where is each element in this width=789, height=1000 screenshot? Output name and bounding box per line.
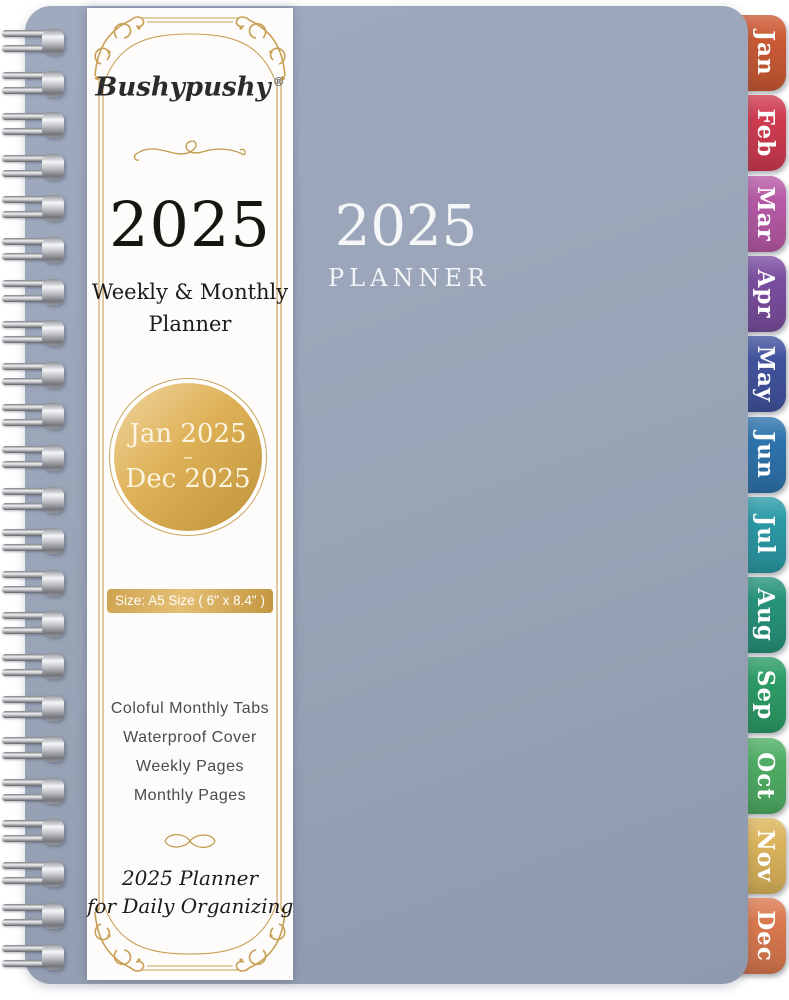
wire-loop xyxy=(2,696,64,720)
wire-loop xyxy=(2,196,64,220)
panel-year: 2025 xyxy=(109,188,271,261)
tab-label: Apr xyxy=(752,269,779,319)
feature-item: Coloful Monthly Tabs xyxy=(110,700,270,717)
wire-loop xyxy=(2,238,64,262)
footer-line2: for Daily Organizing xyxy=(87,894,294,918)
cover-year: 2025 xyxy=(334,194,478,259)
spiral-binding xyxy=(0,0,80,1000)
planner-cover xyxy=(25,6,748,984)
wire-loop xyxy=(2,612,64,636)
size-badge: Size: A5 Size ( 6" x 8.4" ) xyxy=(107,589,273,613)
wire-loop xyxy=(2,446,64,470)
date-start: Jan 2025 xyxy=(129,419,247,449)
wire-loop xyxy=(2,72,64,96)
tab-label: Dec xyxy=(752,910,779,963)
tab-label: Aug xyxy=(752,588,779,642)
wire-loop xyxy=(2,488,64,512)
flourish-infinity-icon xyxy=(155,830,225,852)
tab-label: May xyxy=(752,345,779,403)
wire-loop xyxy=(2,820,64,844)
gold-disc xyxy=(114,383,262,531)
wire-loop xyxy=(2,30,64,54)
tab-label: Jul xyxy=(752,515,779,555)
features-list xyxy=(87,694,293,810)
wire-loop xyxy=(2,779,64,803)
cover-title: PLANNER xyxy=(328,264,491,292)
wire-loop xyxy=(2,363,64,387)
tab-label: Oct xyxy=(752,751,779,800)
tab-label: Jan xyxy=(752,30,779,76)
wire-loop xyxy=(2,529,64,553)
subtitle-line1: Weekly & Monthly xyxy=(91,280,289,304)
wire-loop xyxy=(2,945,64,969)
wire-loop xyxy=(2,155,64,179)
wire-loop xyxy=(2,113,64,137)
wire-loop xyxy=(2,404,64,428)
tab-label: Sep xyxy=(752,670,779,721)
label-panel xyxy=(87,8,293,980)
wire-loop xyxy=(2,280,64,304)
feature-item: Weekly Pages xyxy=(136,758,244,775)
wire-loop xyxy=(2,321,64,345)
date-dash: – xyxy=(183,446,193,468)
brand-text: Bushypushy xyxy=(95,72,271,103)
subtitle-line2: Planner xyxy=(148,312,232,336)
flourish-divider-icon xyxy=(130,136,250,164)
feature-item: Waterproof Cover xyxy=(123,729,257,746)
tab-label: Mar xyxy=(752,185,779,242)
tab-label: Feb xyxy=(752,108,779,158)
wire-loop xyxy=(2,654,64,678)
registered-trademark: ® xyxy=(272,75,285,89)
tab-label: Jun xyxy=(752,430,779,479)
footer-line1: 2025 Planner xyxy=(121,866,259,890)
wire-loop xyxy=(2,862,64,886)
wire-loop xyxy=(2,904,64,928)
brand-name xyxy=(87,62,293,108)
date-range-badge xyxy=(109,378,267,536)
date-end: Dec 2025 xyxy=(125,464,251,494)
feature-item: Monthly Pages xyxy=(133,787,247,804)
tab-label: Nov xyxy=(752,829,779,883)
wire-loop xyxy=(2,571,64,595)
wire-loop xyxy=(2,737,64,761)
